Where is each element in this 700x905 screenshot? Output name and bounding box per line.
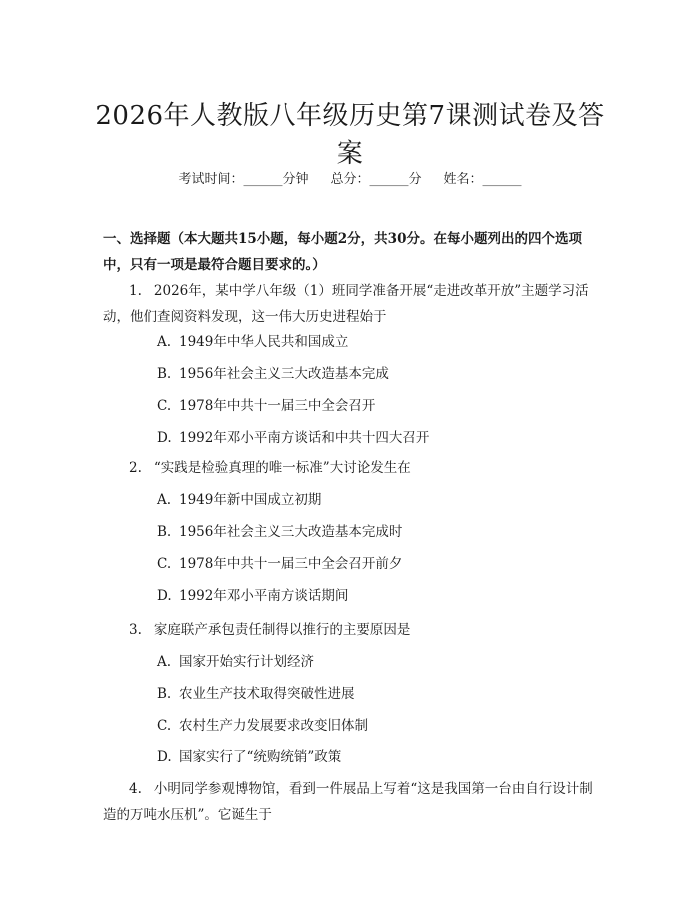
option-text: 1992年邓小平南方谈话期间 xyxy=(179,588,349,604)
option-text: 1956年社会主义三大改造基本完成 xyxy=(179,366,389,382)
option-text: 1992年邓小平南方谈话和中共十四大召开 xyxy=(179,430,430,446)
option-letter: B. xyxy=(157,366,172,382)
option-text: 1978年中共十一届三中全会召开前夕 xyxy=(179,556,403,572)
question-3-stem xyxy=(103,617,603,643)
option-text: 1949年中华人民共和国成立 xyxy=(179,334,349,350)
question-number: 1. xyxy=(129,283,142,299)
question-4-stem xyxy=(103,776,603,828)
question-2-stem xyxy=(103,455,603,481)
option-text: 1956年社会主义三大改造基本完成时 xyxy=(179,524,403,540)
question-2-option-c[interactable] xyxy=(157,554,402,574)
option-letter: C. xyxy=(157,556,172,572)
question-3-option-c[interactable] xyxy=(157,716,368,736)
option-text: 1978年中共十一届三中全会召开 xyxy=(179,398,376,414)
page-title: 2026年人教版八年级历史第7课测试卷及答案 xyxy=(95,101,605,170)
option-letter: D. xyxy=(157,588,172,604)
question-2-option-a[interactable] xyxy=(157,490,321,510)
total-score: 总分：______分 xyxy=(330,172,422,187)
option-letter: A. xyxy=(157,654,172,670)
question-number: 2. xyxy=(129,460,142,476)
question-1-option-d[interactable] xyxy=(157,428,429,448)
option-text: 国家实行了“统购统销”政策 xyxy=(179,749,342,765)
question-number: 4. xyxy=(129,781,142,797)
option-letter: B. xyxy=(157,524,172,540)
question-1-option-c[interactable] xyxy=(157,396,375,416)
question-1-option-b[interactable] xyxy=(157,364,389,384)
option-letter: A. xyxy=(157,492,172,508)
question-text: 2026年，某中学八年级（1）班同学准备开展“走进改革开放”主题学习活动，他们查阅资料发现，这一伟大历史进程始于 xyxy=(103,283,589,325)
option-letter: C. xyxy=(157,718,172,734)
question-3-option-d[interactable] xyxy=(157,747,341,767)
question-2-option-b[interactable] xyxy=(157,522,402,542)
option-letter: D. xyxy=(157,749,172,765)
question-1-option-a[interactable] xyxy=(157,332,348,352)
option-letter: B. xyxy=(157,686,172,702)
section-heading: 一、选择题（本大题共15小题，每小题2分，共30分。在每小题列出的四个选项中，只有一项是最符合题目要求的。） xyxy=(103,231,582,273)
question-text: “实践是检验真理的唯一标准”大讨论发生在 xyxy=(153,460,411,476)
question-1-stem xyxy=(103,278,603,330)
option-letter: C. xyxy=(157,398,172,414)
question-number: 3. xyxy=(129,622,142,638)
student-name: 姓名：______ xyxy=(443,172,522,187)
option-text: 农村生产力发展要求改变旧体制 xyxy=(179,718,368,734)
option-text: 农业生产技术取得突破性进展 xyxy=(179,686,355,702)
option-letter: D. xyxy=(157,430,172,446)
option-text: 1949年新中国成立初期 xyxy=(179,492,322,508)
question-3-option-b[interactable] xyxy=(157,684,355,704)
option-letter: A. xyxy=(157,334,172,350)
exam-time: 考试时间：______分钟 xyxy=(178,172,309,187)
exam-meta xyxy=(0,168,700,187)
option-text: 国家开始实行计划经济 xyxy=(179,654,314,670)
question-2-option-d[interactable] xyxy=(157,586,348,606)
question-3-option-a[interactable] xyxy=(157,652,314,672)
question-text: 小明同学参观博物馆，看到一件展品上写着“这是我国第一台由自行设计制造的万吨水压机”。它诞生于 xyxy=(103,781,593,823)
question-text: 家庭联产承包责任制得以推行的主要原因是 xyxy=(153,622,411,638)
